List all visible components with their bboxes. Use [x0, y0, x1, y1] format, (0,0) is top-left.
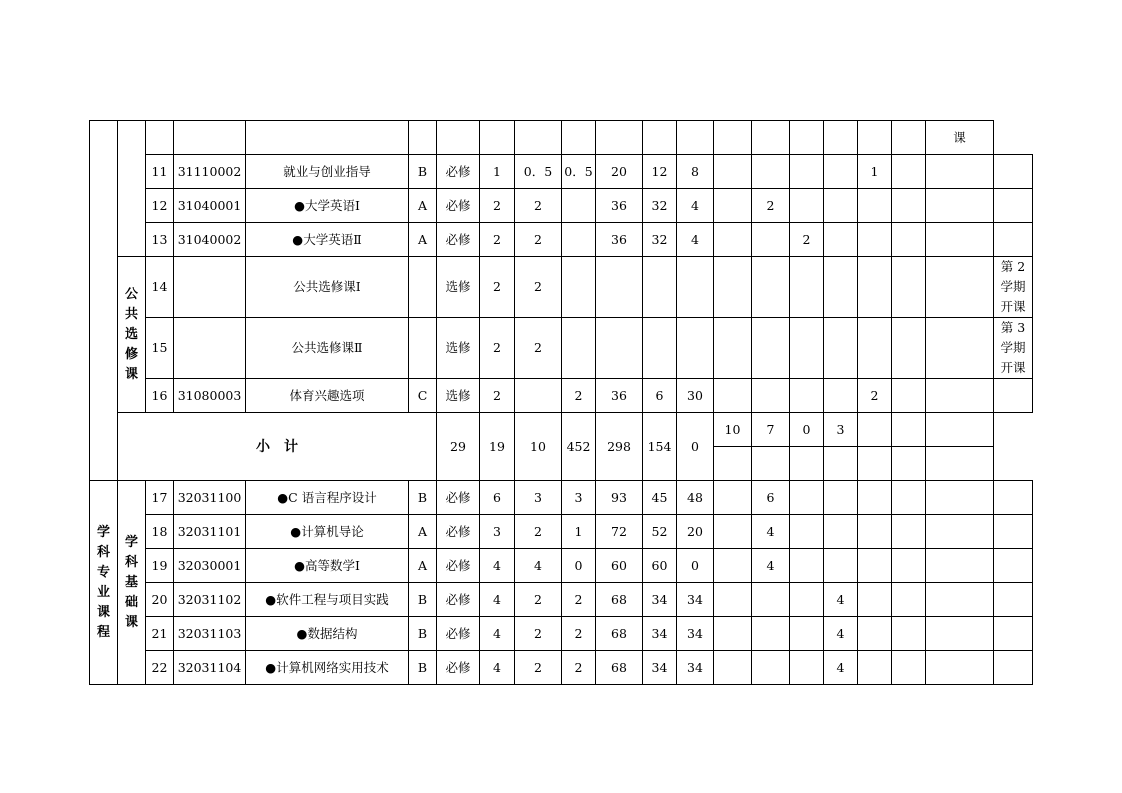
- credits: 2: [480, 257, 515, 318]
- semester-6: [926, 583, 994, 617]
- credits: 4: [480, 549, 515, 583]
- row-no: 18: [146, 515, 174, 549]
- subtotal-hours-practice: 154: [643, 413, 677, 481]
- course-code: [174, 318, 246, 379]
- hours-practice: [677, 257, 714, 318]
- course-name: 就业与创业指导: [246, 155, 409, 189]
- semester-4: [858, 515, 892, 549]
- hours: 60: [596, 549, 643, 583]
- hours-theory: 34: [643, 617, 677, 651]
- vertical-label-char: 学: [124, 534, 138, 550]
- course-code: 31080003: [174, 379, 246, 413]
- credits-practice: [562, 257, 596, 318]
- course-code: 31040002: [174, 223, 246, 257]
- semester-1: [752, 583, 790, 617]
- credits-theory: 2: [515, 583, 562, 617]
- hours-theory: 45: [643, 481, 677, 515]
- vertical-label-char: 课: [124, 366, 138, 382]
- course-name: ●大学英语Ⅱ: [246, 223, 409, 257]
- semester-2: [790, 155, 824, 189]
- course-type: [409, 318, 437, 379]
- course-type: B: [409, 155, 437, 189]
- hours: [596, 318, 643, 379]
- course-name: ●计算机网络实用技术: [246, 651, 409, 685]
- course-nature: 必修: [437, 515, 480, 549]
- credits-theory: 2: [515, 189, 562, 223]
- hours: 68: [596, 651, 643, 685]
- hours-practice: 4: [677, 189, 714, 223]
- hours-theory: [643, 318, 677, 379]
- semester-5: [892, 651, 926, 685]
- hours-practice: [677, 318, 714, 379]
- extra-cell: [714, 617, 752, 651]
- course-nature: 必修: [437, 223, 480, 257]
- course-type: B: [409, 617, 437, 651]
- extra-cell: [714, 318, 752, 379]
- vertical-label-char: 修: [124, 346, 138, 362]
- semester-2: [790, 318, 824, 379]
- hours-practice: 34: [677, 651, 714, 685]
- vertical-label-char: 专: [96, 564, 110, 580]
- semester-5: [892, 223, 926, 257]
- semester-6: [926, 617, 994, 651]
- credits-practice: 2: [562, 617, 596, 651]
- note-line-2: 开课: [1000, 299, 1026, 314]
- note-cell: [994, 515, 1033, 549]
- table-row: [90, 257, 1033, 318]
- semester-4: [858, 223, 892, 257]
- vertical-label-char: 选: [124, 326, 138, 342]
- semester-4: [858, 549, 892, 583]
- semester-3: [824, 318, 858, 379]
- semester-4: [858, 257, 892, 318]
- semester-3: 4: [824, 651, 858, 685]
- semester-1: 6: [752, 481, 790, 515]
- table-row: [90, 318, 1033, 379]
- semester-4: [858, 651, 892, 685]
- vertical-label-char: 科: [124, 554, 138, 570]
- table-row: [90, 155, 1033, 189]
- discipline-label: [90, 481, 118, 685]
- row-no: 17: [146, 481, 174, 515]
- course-code: 31110002: [174, 155, 246, 189]
- extra-cell: [714, 515, 752, 549]
- credits: 2: [480, 379, 515, 413]
- semester-4: [858, 189, 892, 223]
- row-no: 12: [146, 189, 174, 223]
- vertical-label-char: 课: [124, 614, 138, 630]
- hours-practice: 0: [677, 549, 714, 583]
- hours: 72: [596, 515, 643, 549]
- subcategory-cell-prev: [118, 121, 146, 257]
- extra-cell: [714, 223, 752, 257]
- extra-cell: [714, 155, 752, 189]
- semester-2: [790, 257, 824, 318]
- vertical-label-char: 业: [96, 584, 110, 600]
- semester-6: [926, 515, 994, 549]
- subtotal-semester-3: 0: [790, 413, 824, 447]
- subtotal-label: 小 计: [118, 413, 437, 481]
- hours-practice: 34: [677, 617, 714, 651]
- semester-4: 1: [858, 155, 892, 189]
- semester-4: [858, 583, 892, 617]
- hours: 20: [596, 155, 643, 189]
- extra-cell: [714, 583, 752, 617]
- course-nature: 选修: [437, 318, 480, 379]
- table-row: [90, 189, 1033, 223]
- table-row: [90, 651, 1033, 685]
- semester-4: [858, 318, 892, 379]
- semester-1: [752, 617, 790, 651]
- subtotal-row-top: [90, 413, 1033, 447]
- semester-5: [892, 189, 926, 223]
- row-no: 13: [146, 223, 174, 257]
- hours: 36: [596, 223, 643, 257]
- semester-5: [892, 583, 926, 617]
- semester-1: 4: [752, 549, 790, 583]
- semester-6: [926, 379, 994, 413]
- hours-practice: 4: [677, 223, 714, 257]
- semester-6: [926, 257, 994, 318]
- course-name: ●C 语言程序设计: [246, 481, 409, 515]
- hours: 93: [596, 481, 643, 515]
- vertical-label-char: 课: [96, 604, 110, 620]
- semester-1: [752, 318, 790, 379]
- row-no: 21: [146, 617, 174, 651]
- public-elective-label: [118, 257, 146, 413]
- course-code: 32031100: [174, 481, 246, 515]
- vertical-label-char: 共: [124, 306, 138, 322]
- semester-3: [824, 379, 858, 413]
- semester-1: [752, 155, 790, 189]
- course-code: 32030001: [174, 549, 246, 583]
- vertical-label-char: 基: [124, 574, 138, 590]
- credits-theory: [515, 379, 562, 413]
- continuation-row: [90, 121, 1033, 155]
- vertical-label-char: 科: [96, 544, 110, 560]
- hours: 68: [596, 617, 643, 651]
- note-cell: [994, 379, 1033, 413]
- semester-6: [926, 155, 994, 189]
- public-elective-label-text: [118, 285, 145, 385]
- course-name: 公共选修课Ⅱ: [246, 318, 409, 379]
- course-type: A: [409, 515, 437, 549]
- row-no: 22: [146, 651, 174, 685]
- credits-theory: 2: [515, 318, 562, 379]
- subtotal-credits-practice: 10: [515, 413, 562, 481]
- course-type: B: [409, 583, 437, 617]
- course-code: 32031103: [174, 617, 246, 651]
- row-no: 20: [146, 583, 174, 617]
- semester-5: [892, 257, 926, 318]
- hours-theory: 6: [643, 379, 677, 413]
- vertical-label-char: 础: [124, 594, 138, 610]
- credits-practice: 2: [562, 379, 596, 413]
- semester-3: [824, 223, 858, 257]
- credits: 2: [480, 189, 515, 223]
- credits: 2: [480, 318, 515, 379]
- semester-4: [858, 617, 892, 651]
- semester-2: [790, 189, 824, 223]
- credits-practice: [562, 189, 596, 223]
- credits: 3: [480, 515, 515, 549]
- credits-theory: 4: [515, 549, 562, 583]
- note-cell: [994, 155, 1033, 189]
- course-type: [409, 257, 437, 318]
- semester-3: [824, 257, 858, 318]
- discipline-base-label-text: [118, 533, 145, 633]
- subtotal-semester-4: 3: [824, 413, 858, 447]
- table-row: [90, 617, 1033, 651]
- course-nature: 选修: [437, 257, 480, 318]
- hours-theory: [643, 257, 677, 318]
- semester-6: [926, 481, 994, 515]
- hours-theory: 60: [643, 549, 677, 583]
- semester-2: [790, 481, 824, 515]
- hours: 36: [596, 379, 643, 413]
- note-cell: [994, 223, 1033, 257]
- semester-1: [752, 379, 790, 413]
- semester-2: [790, 617, 824, 651]
- extra-cell: [714, 549, 752, 583]
- table-row: [90, 549, 1033, 583]
- course-nature: 必修: [437, 583, 480, 617]
- credits-practice: 2: [562, 583, 596, 617]
- discipline-base-label: [118, 481, 146, 685]
- course-name: ●数据结构: [246, 617, 409, 651]
- credits: 1: [480, 155, 515, 189]
- subtotal-credits: 29: [437, 413, 480, 481]
- note-cell: 课: [926, 121, 994, 155]
- credits: 2: [480, 223, 515, 257]
- course-name: 公共选修课Ⅰ: [246, 257, 409, 318]
- course-nature: 必修: [437, 651, 480, 685]
- semester-4: [858, 481, 892, 515]
- subtotal-hours-theory: 298: [596, 413, 643, 481]
- credits-theory: 3: [515, 481, 562, 515]
- hours-practice: 8: [677, 155, 714, 189]
- credits-theory: 0．5: [515, 155, 562, 189]
- extra-cell: [714, 257, 752, 318]
- credits: 6: [480, 481, 515, 515]
- semester-1: [752, 651, 790, 685]
- semester-2: [790, 651, 824, 685]
- hours-practice: 48: [677, 481, 714, 515]
- row-no: 15: [146, 318, 174, 379]
- note-cell: [994, 481, 1033, 515]
- table-row: [90, 481, 1033, 515]
- hours: 36: [596, 189, 643, 223]
- semester-1: 2: [752, 189, 790, 223]
- course-nature: 必修: [437, 617, 480, 651]
- semester-1: 4: [752, 515, 790, 549]
- hours-practice: 30: [677, 379, 714, 413]
- course-type: B: [409, 651, 437, 685]
- extra-cell: [714, 651, 752, 685]
- semester-6: [926, 549, 994, 583]
- extra-cell: [714, 189, 752, 223]
- note-line-2: 开课: [1000, 360, 1026, 375]
- note-line-1: 第 2 学期: [1000, 259, 1026, 294]
- semester-5: [892, 617, 926, 651]
- semester-2: [790, 549, 824, 583]
- note-cell: [994, 257, 1033, 318]
- course-code: 32031102: [174, 583, 246, 617]
- course-nature: 选修: [437, 379, 480, 413]
- course-name: 体育兴趣选项: [246, 379, 409, 413]
- semester-4: 2: [858, 379, 892, 413]
- course-type: A: [409, 189, 437, 223]
- note-cell: [994, 549, 1033, 583]
- hours-theory: 34: [643, 583, 677, 617]
- credits-theory: 2: [515, 617, 562, 651]
- semester-2: [790, 515, 824, 549]
- table-row: [90, 379, 1033, 413]
- subtotal-hours: 452: [562, 413, 596, 481]
- course-nature: 必修: [437, 155, 480, 189]
- course-type: A: [409, 223, 437, 257]
- subtotal-credits-theory: 19: [480, 413, 515, 481]
- semester-5: [892, 155, 926, 189]
- course-code: 32031101: [174, 515, 246, 549]
- semester-3: [824, 549, 858, 583]
- credits-theory: 2: [515, 223, 562, 257]
- semester-3: [824, 189, 858, 223]
- credits-theory: 2: [515, 257, 562, 318]
- semester-5: [892, 549, 926, 583]
- semester-1: [752, 223, 790, 257]
- table-row: [90, 515, 1033, 549]
- course-name: ●计算机导论: [246, 515, 409, 549]
- extra-cell: [714, 379, 752, 413]
- note-cell: [994, 617, 1033, 651]
- credits-practice: 3: [562, 481, 596, 515]
- semester-6: [926, 318, 994, 379]
- credits-practice: 0: [562, 549, 596, 583]
- credits-practice: [562, 318, 596, 379]
- course-nature: 必修: [437, 549, 480, 583]
- semester-1: [752, 257, 790, 318]
- curriculum-table: [89, 120, 1033, 685]
- subtotal-extra: 0: [677, 413, 714, 481]
- hours-theory: 52: [643, 515, 677, 549]
- course-name: ●大学英语Ⅰ: [246, 189, 409, 223]
- course-type: A: [409, 549, 437, 583]
- hours-practice: 34: [677, 583, 714, 617]
- semester-5: [892, 515, 926, 549]
- course-code: 31040001: [174, 189, 246, 223]
- semester-6: [926, 189, 994, 223]
- credits-practice: [562, 223, 596, 257]
- row-no: 16: [146, 379, 174, 413]
- category-cell-prev: [90, 121, 118, 481]
- hours: [596, 257, 643, 318]
- note-cell: [994, 651, 1033, 685]
- semester-3: [824, 515, 858, 549]
- hours: 68: [596, 583, 643, 617]
- note-cell: [994, 583, 1033, 617]
- semester-2: 2: [790, 223, 824, 257]
- discipline-label-text: [90, 523, 117, 643]
- semester-3: [824, 155, 858, 189]
- semester-6: [926, 651, 994, 685]
- vertical-label-char: 程: [96, 624, 110, 640]
- subtotal-semester-2: 7: [752, 413, 790, 447]
- hours-practice: 20: [677, 515, 714, 549]
- note-cell: [994, 318, 1033, 379]
- semester-3: 4: [824, 617, 858, 651]
- row-no: 11: [146, 155, 174, 189]
- vertical-label-char: 学: [96, 524, 110, 540]
- semester-6: [926, 223, 994, 257]
- credits-practice: 2: [562, 651, 596, 685]
- course-type: C: [409, 379, 437, 413]
- semester-3: [824, 481, 858, 515]
- hours-theory: 34: [643, 651, 677, 685]
- course-type: B: [409, 481, 437, 515]
- semester-2: [790, 379, 824, 413]
- subtotal-semester-1: 10: [714, 413, 752, 447]
- semester-5: [892, 379, 926, 413]
- course-name: ●高等数学Ⅰ: [246, 549, 409, 583]
- semester-2: [790, 583, 824, 617]
- credits: 4: [480, 583, 515, 617]
- hours-theory: 12: [643, 155, 677, 189]
- note-line-1: 第 3 学期: [1000, 320, 1026, 355]
- table-row: [90, 583, 1033, 617]
- row-no: 14: [146, 257, 174, 318]
- hours-theory: 32: [643, 189, 677, 223]
- extra-cell: [714, 481, 752, 515]
- course-nature: 必修: [437, 481, 480, 515]
- hours-theory: 32: [643, 223, 677, 257]
- note-cell: [994, 189, 1033, 223]
- semester-5: [892, 318, 926, 379]
- semester-3: 4: [824, 583, 858, 617]
- semester-5: [892, 481, 926, 515]
- table-row: [90, 223, 1033, 257]
- course-code: 32031104: [174, 651, 246, 685]
- credits-theory: 2: [515, 651, 562, 685]
- course-code: [174, 257, 246, 318]
- credits-practice: 0．5: [562, 155, 596, 189]
- credits: 4: [480, 617, 515, 651]
- vertical-label-char: 公: [124, 286, 138, 302]
- credits-theory: 2: [515, 515, 562, 549]
- credits-practice: 1: [562, 515, 596, 549]
- credits: 4: [480, 651, 515, 685]
- course-nature: 必修: [437, 189, 480, 223]
- course-name: ●软件工程与项目实践: [246, 583, 409, 617]
- row-no: 19: [146, 549, 174, 583]
